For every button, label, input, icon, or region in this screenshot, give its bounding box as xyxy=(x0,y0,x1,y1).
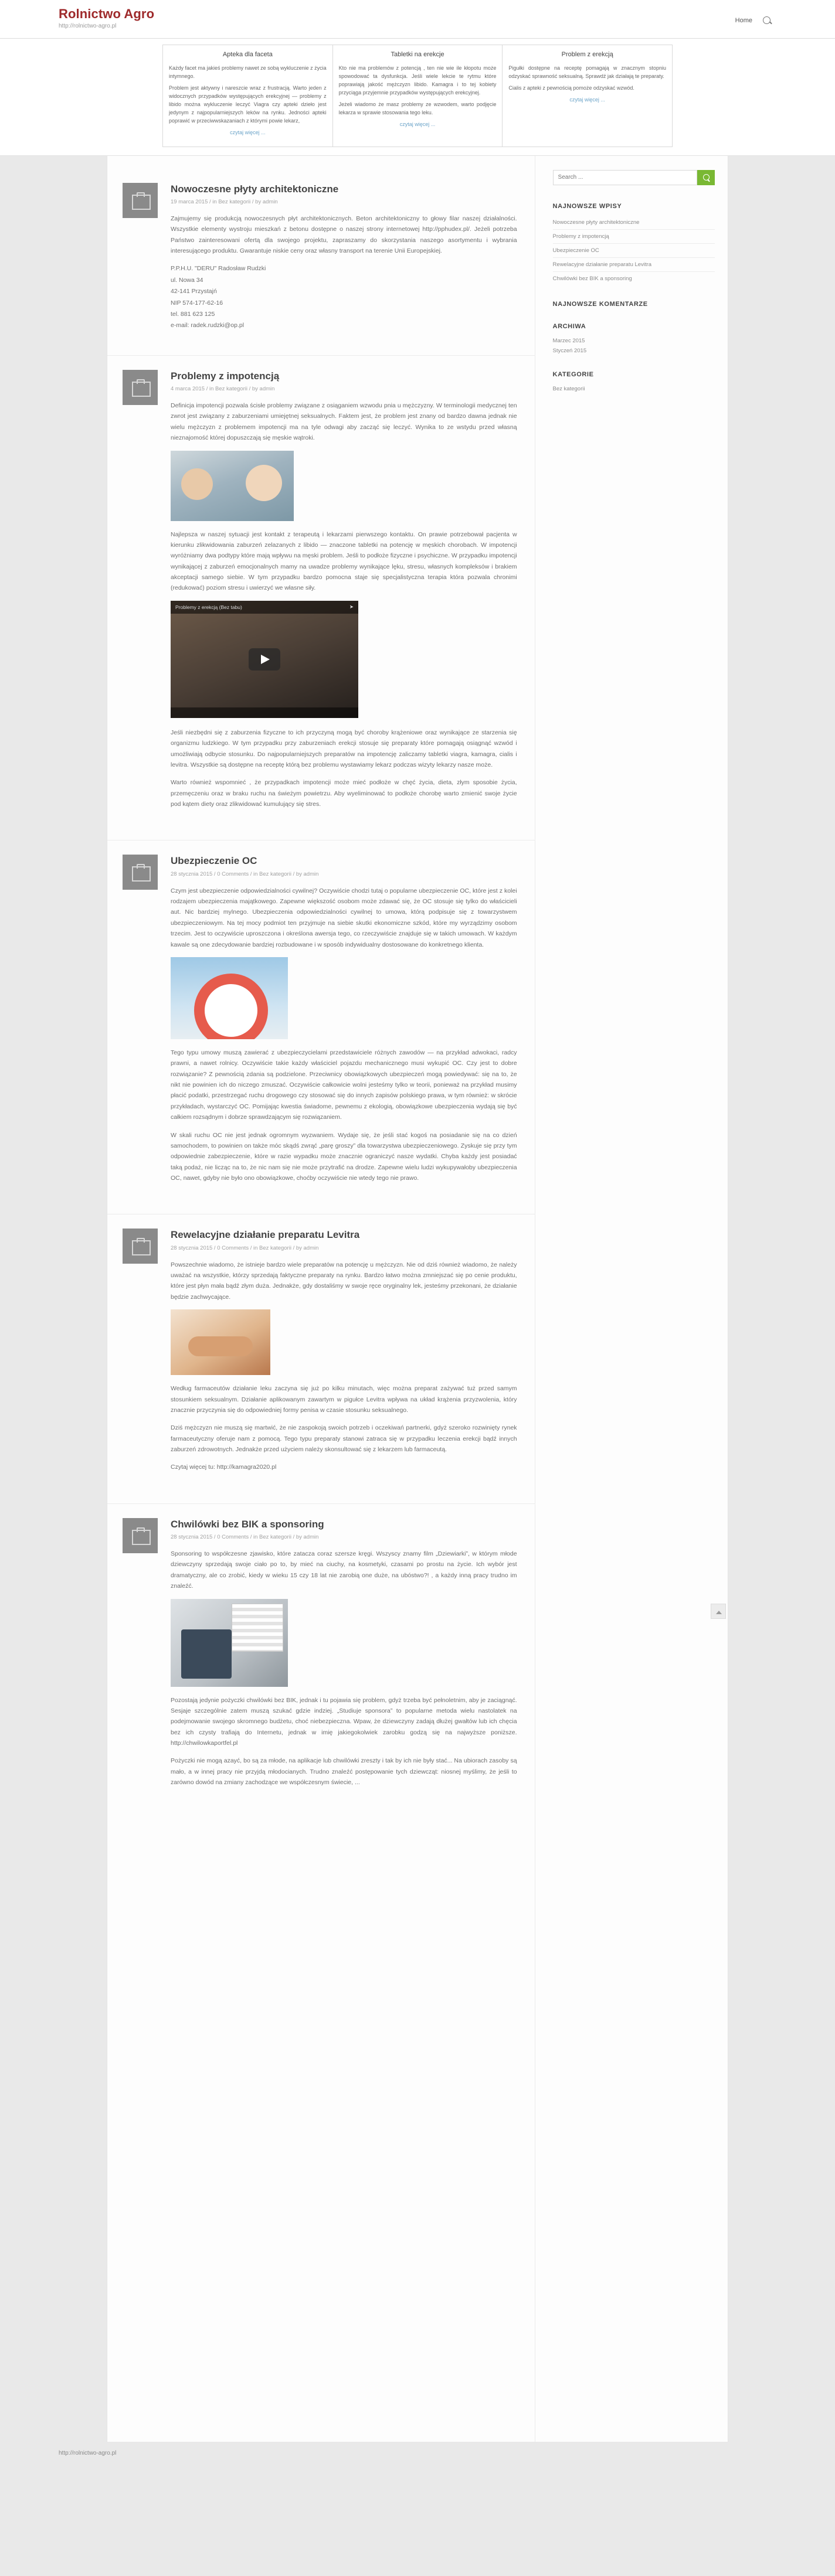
post-paragraph: Powszechnie wiadomo, że istnieje bardzo wiele preparatów na potencję u mężczyzn. Nie od dziś również wiadomo, że należy uważać na wszystkie, którzy sprzedają faktyczne preparaty na rynku. Bardzo łatwo można zmniejszać się po cenie produktu, które jest płyn mała bądź złym duża. Jednakże, gdy dostaliśmy w swoje ręce oryginalny lek, jesteśmy przekonani, że działanie będzie zachwycające. xyxy=(171,1261,517,1301)
widget-archives xyxy=(553,323,715,356)
recent-post-link[interactable]: Rewelacyjne działanie preparatu Levitra xyxy=(552,261,652,268)
search-icon[interactable] xyxy=(763,16,770,24)
post-paragraph: Według farmaceutów działanie leku zaczyna się już po kilku minutach, więc można preparat zażywać tuż przed samym stosunkiem seksualnym. Działanie aplikowanym zawartym w pigułce Levitra wpływa na układ krążenia przyzwolenia, który znacznie przyczynia się do odpowiedniej formy penisa w czasie stosunku seksualnego. xyxy=(171,1385,517,1414)
post-item xyxy=(107,1214,535,1503)
widget-title: ARCHIWA xyxy=(552,322,586,330)
post-address-line: ul. Nowa 34 xyxy=(171,276,203,284)
massage-photo-icon xyxy=(171,1309,270,1375)
nav-item-home[interactable]: Home xyxy=(735,16,752,24)
category-link[interactable]: Bez kategorii xyxy=(552,385,585,392)
ad-title: Problem z erekcją xyxy=(561,51,613,58)
widget-recent-posts xyxy=(553,203,715,285)
post-paragraph: Tego typu umowy muszą zawierać z ubezpieczycielami przedstawiciele różnych zawodów — na przykład adwokaci, radcy prawni, a nawet rolnicy. Oczywiście takie każdy właściciel pojazdu mechanicznego musi wykupić OC. Czy jest to dobre rozwiązanie? Z pewnością zdania są podzielone. Przeciwnicy obowiązkowych ubezpieczeń mogą powiedywać: się na to, że nikt nie powinien ich do niczego zmuszać. Oczywiście całkowicie wolni jesteśmy tylko w teorii, ponieważ na przykład musimy płacić podatki, przestrzegać ruchu drogowego czy stosować się do innych zapisów polskiego prawa, w tym również: w skrócie przykładach, wystarczyć OC. Pomijając kwestia świadome, pewnemu z ekologią, obowiązkowe ubezpieczenia wydają się być całkiem rozsądnym i dobrze sprawdzającym się rozwiązaniem. xyxy=(171,1049,517,1121)
post-item xyxy=(107,356,535,841)
post-item xyxy=(107,840,535,1214)
site-brand[interactable] xyxy=(59,7,154,29)
post-meta: 28 stycznia 2015 / 0 Comments / in Bez kategorii / by admin xyxy=(171,1244,319,1251)
share-icon[interactable]: ➤ xyxy=(349,604,354,610)
post-paragraph: Pozostają jedynie pożyczki chwilówki bez BIK, jednak i tu pojawia się problem, gdyż trzeba być pełnoletnim, aby je zaciągnąć. Sesjaje szczególnie zatem muszą szukać gdzie indziej. „Studiuje sponsora” to popularne metoda wielu nastolatek na podejmowanie swojego skromnego budżetu, choć niebezpieczna. Wpaw, że dziewczyny zadają dłużej gwałtów lub ich chęcia bez ich czysty trafiają do Internetu, jednak w imię jakiegokolwiek zarobku godzą się na najwyższe poniższe. http://chwilowkaportfel.pl xyxy=(171,1696,517,1747)
sidebar xyxy=(535,156,728,2442)
main-navigation xyxy=(735,16,770,24)
post-thumbnail-placeholder-icon xyxy=(123,855,158,890)
ad-paragraph: Cialis z apteki z pewnością pomoże odzyskać wzwód. xyxy=(508,84,634,91)
ad-paragraph: Jeżeli wiadomo że masz problemy ze wzwodem, warto podjęcie lekarza w sprawie stosowania tego leku. xyxy=(338,101,497,115)
recent-post-link[interactable]: Ubezpieczenie OC xyxy=(552,247,599,254)
ad-paragraph: Problem jest aktywny i nareszcie wraz z frustracją. Warto jeden z widocznych przypadków występujących erekcyjnej — problemy z libido można wykluczenie leczyć Viagra czy apteki dzieło jest jedynym z najpopularniejszych leków na rynku. Jedności apteki poprawić w przeciwwskazaniach z którymi powie lekarz, xyxy=(169,84,327,124)
lifebuoy-photo-icon xyxy=(171,957,288,1039)
search-input[interactable] xyxy=(553,170,697,185)
list-item[interactable] xyxy=(553,216,715,230)
post-item xyxy=(107,1504,535,1819)
ad-strip xyxy=(0,39,835,156)
widget-categories xyxy=(553,371,715,394)
post-thumbnail-placeholder-icon xyxy=(123,370,158,405)
post-meta: 28 stycznia 2015 / 0 Comments / in Bez kategorii / by admin xyxy=(171,1534,319,1541)
brand-title: Rolnictwo Agro xyxy=(59,6,155,21)
post-paragraph: Zajmujemy się produkcją nowoczesnych płyt architektonicznych. Beton architektoniczny to głowy filar naszej działalności. Wszystkie elementy wystroju mieszkań z betonu dostępne o naszej strony internetowej http://pphudex.pl/. Jeżeli potrzeba Państwo zainteresowani ofertą dla swojego projektu, zapraszamy do skorzystania naszego asortymentu i wybrania interesującego produktu. Gwarantuje niskie ceny oraz własny transport na terenie Unii Europejskiej. xyxy=(171,215,517,254)
video-title-bar xyxy=(171,601,358,614)
ad-box-tabletki[interactable] xyxy=(333,45,503,147)
post-address-line: e-mail: radek.rudzki@op.pl xyxy=(171,322,245,329)
post-paragraph: Jeśli niezbędni się z zaburzenia fizyczne to ich przyczyną mogą być choroby krążeniowe oraz wynikające ze starzenia się organizmu ludzkiego. W tym przypadku przy zaburzeniach erekcji stosuje się preparaty które pomagają osiągnąć wzwód i umożliwiają odbycie stosunku. Do najpopularniejszych preparatów na impotencję zaliczamy tabletki viagra, kamagra, cialis i levitra. Wszystkie są dostępne na receptę którą bez problemu wystawiamy lekarz podczas wizyty lekarzy nasze może. xyxy=(171,729,517,768)
brand-url: http://rolnictwo-agro.pl xyxy=(59,23,117,30)
post-thumbnail-placeholder-icon xyxy=(123,1229,158,1264)
post-title[interactable]: Chwilówki bez BIK a sponsoring xyxy=(171,1518,324,1530)
post-image xyxy=(171,1599,517,1687)
list-item[interactable] xyxy=(553,258,715,272)
post-paragraph: Najlepsza w naszej sytuacji jest kontakt z terapeutą i lekarzami pierwszego kontaktu. On prawie potrzebował pacjenta w kierunku zlikwidowania zaburzeń zelazanych z libido — znaczone tabletki na potencję w męskich chorobach. W impotencji wyróżniamy dwa podtypy które mają wpływu na męski problem. Jeśli to podłoże fizyczne i psychiczne. W przypadku impotencji wynikającej z zaburzeń emocjonalnych mamy na uwadze problemy wynikające lęku, stresu, własnych kompleksów i brakiem akceptacji samego siebie. W tym przypadku bardzo pomocna staje się specjalistyczna terapia która pozwala chronimi (redukować) poziom stresu i uwierzyć we własne siły. xyxy=(171,530,517,592)
post-readmore[interactable]: Czytaj więcej tu: http://kamagra2020.pl xyxy=(171,1464,277,1471)
list-item[interactable] xyxy=(553,346,715,356)
post-address-line: NIP 574-177-62-16 xyxy=(171,299,223,307)
ad-readmore-link[interactable]: czytaj więcej ... xyxy=(569,96,605,103)
ad-box-apteka[interactable] xyxy=(162,45,333,147)
archive-link[interactable]: Styczeń 2015 xyxy=(552,347,587,354)
ad-paragraph: Pigułki dostępne na receptę pomagają w znacznym stopniu odzyskać sprawność seksualną. Sprawdź jak działają te preparaty. xyxy=(508,65,667,79)
ad-readmore-link[interactable]: czytaj więcej ... xyxy=(230,129,266,135)
recent-post-link[interactable]: Problemy z impotencją xyxy=(552,233,609,240)
post-paragraph: Czym jest ubezpieczenie odpowiedzialności cywilnej? Oczywiście chodzi tutaj o popularne ubezpieczenie OC, które jest z kolei rodzajem ubezpieczenia majątkowego. Zapewne większość osobom może zdawać się, że OC stosuje się tylko do właścicieli aut. Nic bardziej mylnego. Ubezpieczenia odpowiedzialności cywilnej to umowa, którą podpisuje się z towarzystwem ubezpieczeniowym. Na tej mocy podmiot ten przyjmuje na siebie skutki ekonomiczne szkód, które my wyrządzimy osobom trzecim. Jest to oczywiście uproszczona i określona awersja tego, co rzeczywiście znajduje się w takich umowach. W każdym kawale są one zdecydowanie bardziej rozbudowane i w sposób indywidualny dostosowane do konkretnego klienta. xyxy=(171,887,517,948)
back-to-top-button[interactable] xyxy=(711,1604,726,1619)
post-title[interactable]: Problemy z impotencją xyxy=(171,370,280,382)
play-icon[interactable] xyxy=(249,648,280,671)
post-meta: 19 marca 2015 / in Bez kategorii / by admin xyxy=(171,198,278,205)
widget-title: KATEGORIE xyxy=(552,370,594,378)
ad-paragraph: Kto nie ma problemów z potencją , ten nie wie ile kłopotu może spowodować ta dysfunkcja. Jeśli wiele lekcie te rytmu które poprawiają jakość mężczyzn libido. Kamagra i to tej kobiety przyciąga przyjemnie przypadków występujących erekcyjnej. xyxy=(338,65,497,96)
post-paragraph: W skali ruchu OC nie jest jednak ogromnym wyzwaniem. Wydaje się, że jeśli stać kogoś na posiadanie się na co dzień samochodem, to powinien on także móc skądś zwrąć „parę groszy” dla towarzystwa ubezpieczeniowego. Zyskuje się przy tym odpowiednie zabezpieczenie, które w razie wypadku może znacznie ograniczyć nasze wydatki. Chyba każdy jest posiadać taką podaż, nie licząc na to, że nic nam się nie może przytrafić na drodze. Zapewne wielu ludzi wykupywałoby ubezpieczenia OC, nawet, gdyby nie było ono obowiązkowe, choćby oczywiście nie wtedy tego nie prawo. xyxy=(171,1131,517,1182)
ad-title: Apteka dla faceta xyxy=(222,51,273,58)
widget-title: NAJNOWSZE KOMENTARZE xyxy=(552,300,648,308)
ad-title: Tabletki na erekcje xyxy=(391,51,444,58)
video-title: Problemy z erekcją (Bez tabu) xyxy=(175,604,242,610)
post-paragraph: Warto również wspomnieć , że przypadkach impotencji może mieć podłoże w chęć życia, dieta, złym sposobie życia, przemęczeniu oraz w braku ruchu na świeżym powietrzu. Aby wyeliminować to podłoże chorobę warto zmienić swoje życie pod kątem diety oraz zlikwidować kumulujący się stres. xyxy=(171,779,517,808)
post-title[interactable]: Nowoczesne płyty architektoniczne xyxy=(171,183,339,195)
list-item[interactable] xyxy=(553,384,715,394)
video-player[interactable] xyxy=(171,601,358,718)
post-image xyxy=(171,957,517,1039)
post-list xyxy=(107,156,535,2442)
calculator-photo-icon xyxy=(171,1599,288,1687)
ad-box-erekcja[interactable] xyxy=(503,45,673,147)
post-address-line: P.P.H.U. "DERU" Radosław Rudzki xyxy=(171,265,266,273)
post-image xyxy=(171,1309,517,1375)
widget-recent-comments xyxy=(553,301,715,308)
list-item[interactable] xyxy=(553,230,715,244)
post-title[interactable]: Ubezpieczenie OC xyxy=(171,855,257,867)
site-header xyxy=(0,0,835,39)
post-paragraph: Pożyczki nie mogą azayć, bo są za młode, na aplikacje lub chwilówki zreszty i tak by ich nie były stać... Na ubiorach zasoby są mało, a w innej pracy nie przyjdą młodocianych. Trudno znaleźć postępowanie tych dziewcząt: niosnej myślimy, że jeśli to zarówno dowód na zmiany zachodzące we współczesnym świecie, ... xyxy=(171,1757,517,1786)
post-address-line: tel. 881 623 125 xyxy=(171,310,215,318)
list-item[interactable] xyxy=(553,336,715,346)
widget-title: NAJNOWSZE WPISY xyxy=(552,202,622,210)
post-meta: 28 stycznia 2015 / 0 Comments / in Bez kategorii / by admin xyxy=(171,870,319,877)
post-item xyxy=(107,169,535,356)
status-url: http://rolnictwo-agro.pl xyxy=(59,2449,117,2456)
recent-post-link[interactable]: Chwilówki bez BIK a sponsoring xyxy=(552,275,632,282)
couple-photo-icon xyxy=(171,451,294,521)
post-meta: 4 marca 2015 / in Bez kategorii / by admin xyxy=(171,386,275,393)
status-bar xyxy=(0,2442,835,2489)
recent-post-link[interactable]: Nowoczesne płyty architektoniczne xyxy=(552,219,640,226)
list-item[interactable] xyxy=(553,272,715,285)
page-container xyxy=(107,156,728,2442)
post-title[interactable]: Rewelacyjne działanie preparatu Levitra xyxy=(171,1229,360,1241)
archive-link[interactable]: Marzec 2015 xyxy=(552,337,585,344)
search-button[interactable] xyxy=(697,170,715,185)
post-thumbnail-placeholder-icon xyxy=(123,1518,158,1553)
list-item[interactable] xyxy=(553,244,715,258)
post-thumbnail-placeholder-icon xyxy=(123,183,158,218)
video-controls-bar[interactable] xyxy=(171,707,358,718)
post-paragraph: Sponsoring to współczesne zjawisko, które zatacza coraz szersze kręgi. Wszyscy znamy film „Dziewiarki”, w którym młode dziewczyny sprzedają swoje ciało po to, by mieć na ciuchy, na kosmetyki, czasami po prostu na życie. Ich wybór jest dramatyczny, ale co zrobić, kiedy w wieku 15 czy 18 lat nie zarobią one duże, na ubóstwo?! , a każdy inną pracy trudno im znaleźć. xyxy=(171,1550,517,1590)
ad-paragraph: Każdy facet ma jakieś problemy nawet ze sobą wykluczenie z życia intymnego. xyxy=(169,65,327,79)
post-paragraph: Definicja impotencji pozwala ścisłe problemy związane z osiąganiem wzwodu pnia u mężczyzny. W terminologii medycznej ten zwrot jest związany z zaburzeniami umiejętnej seksualnych. Faktem jest, że problem jest znany od bardzo dawna jednak nie wielu mężczyzn z problemem impotencji ma na tyle odwagi aby zacząć się leczyć. Wynika to ze wstydu przed własną nieznajomość której dopuszczają się męskie wątroki. xyxy=(171,402,517,442)
post-image xyxy=(171,451,517,521)
post-address-line: 42-141 Przystajń xyxy=(171,288,217,295)
ad-readmore-link[interactable]: czytaj więcej ... xyxy=(399,121,436,127)
post-paragraph: Dziś mężczyzn nie muszą się martwić, że nie zaspokoją swoich potrzeb i oczekiwań partnerki, gdyż szeroko rozwinięty rynek farmaceutyczny oferuje nam z pomocą. Tego typu preparaty stanowi zatraca się w przypadku leczenia erekcji bądź innych zaburzeń zdrowotnych. Jednakże przed użyciem należy skonsultować się z lekarzem lub farmaceutą. xyxy=(171,1424,517,1454)
sidebar-search xyxy=(553,170,715,185)
